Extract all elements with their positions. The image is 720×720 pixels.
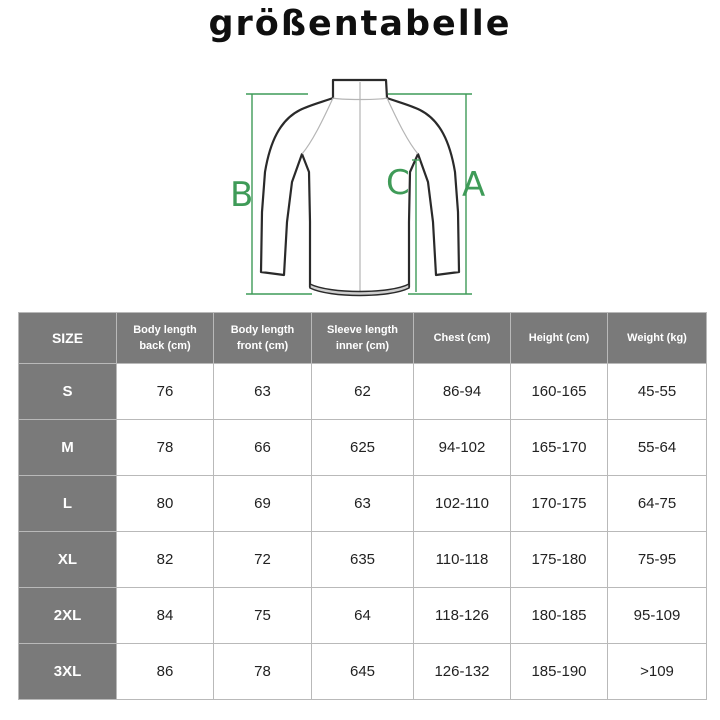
table-cell: 170-175 [511, 476, 608, 532]
table-cell: 45-55 [608, 364, 707, 420]
dimension-label-b: B [230, 175, 254, 215]
table-cell: 625 [312, 420, 414, 476]
page-title: größentabelle [208, 4, 512, 44]
table-row [19, 644, 707, 700]
column-header: SIZE [19, 313, 117, 364]
table-row [19, 532, 707, 588]
table-cell: 94-102 [414, 420, 511, 476]
table-row [19, 588, 707, 644]
size-cell: 2XL [19, 588, 117, 644]
column-header: Height (cm) [511, 313, 608, 364]
table-cell: 78 [117, 420, 214, 476]
table-cell: >109 [608, 644, 707, 700]
table-cell: 75-95 [608, 532, 707, 588]
table-cell: 55-64 [608, 420, 707, 476]
size-cell: L [19, 476, 117, 532]
size-cell: M [19, 420, 117, 476]
column-header: Chest (cm) [414, 313, 511, 364]
table-cell: 62 [312, 364, 414, 420]
dimension-label-c: C [386, 163, 410, 203]
dimension-label-a: A [462, 165, 486, 205]
jersey-diagram-svg [220, 72, 500, 304]
table-cell: 86-94 [414, 364, 511, 420]
table-cell: 80 [117, 476, 214, 532]
column-header: Body length back (cm) [117, 313, 214, 364]
table-cell: 635 [312, 532, 414, 588]
table-cell: 84 [117, 588, 214, 644]
size-cell: S [19, 364, 117, 420]
table-cell: 64 [312, 588, 414, 644]
table-cell: 64-75 [608, 476, 707, 532]
table-cell: 63 [312, 476, 414, 532]
column-header: Sleeve length inner (cm) [312, 313, 414, 364]
table-cell: 72 [214, 532, 312, 588]
table-cell: 118-126 [414, 588, 511, 644]
table-cell: 78 [214, 644, 312, 700]
jersey-diagram [220, 72, 500, 304]
size-table [18, 312, 707, 700]
table-row [19, 420, 707, 476]
column-header: Weight (kg) [608, 313, 707, 364]
table-cell: 95-109 [608, 588, 707, 644]
table-cell: 175-180 [511, 532, 608, 588]
table-cell: 110-118 [414, 532, 511, 588]
table-cell: 66 [214, 420, 312, 476]
table-cell: 75 [214, 588, 312, 644]
table-row [19, 476, 707, 532]
table-cell: 86 [117, 644, 214, 700]
table-cell: 180-185 [511, 588, 608, 644]
table-cell: 645 [312, 644, 414, 700]
size-cell: XL [19, 532, 117, 588]
table-cell: 126-132 [414, 644, 511, 700]
table-cell: 63 [214, 364, 312, 420]
table-cell: 76 [117, 364, 214, 420]
table-header-row [19, 313, 707, 364]
table-row [19, 364, 707, 420]
table-cell: 160-165 [511, 364, 608, 420]
table-cell: 69 [214, 476, 312, 532]
size-cell: 3XL [19, 644, 117, 700]
table-cell: 82 [117, 532, 214, 588]
table-cell: 185-190 [511, 644, 608, 700]
table-cell: 102-110 [414, 476, 511, 532]
column-header: Body length front (cm) [214, 313, 312, 364]
table-cell: 165-170 [511, 420, 608, 476]
